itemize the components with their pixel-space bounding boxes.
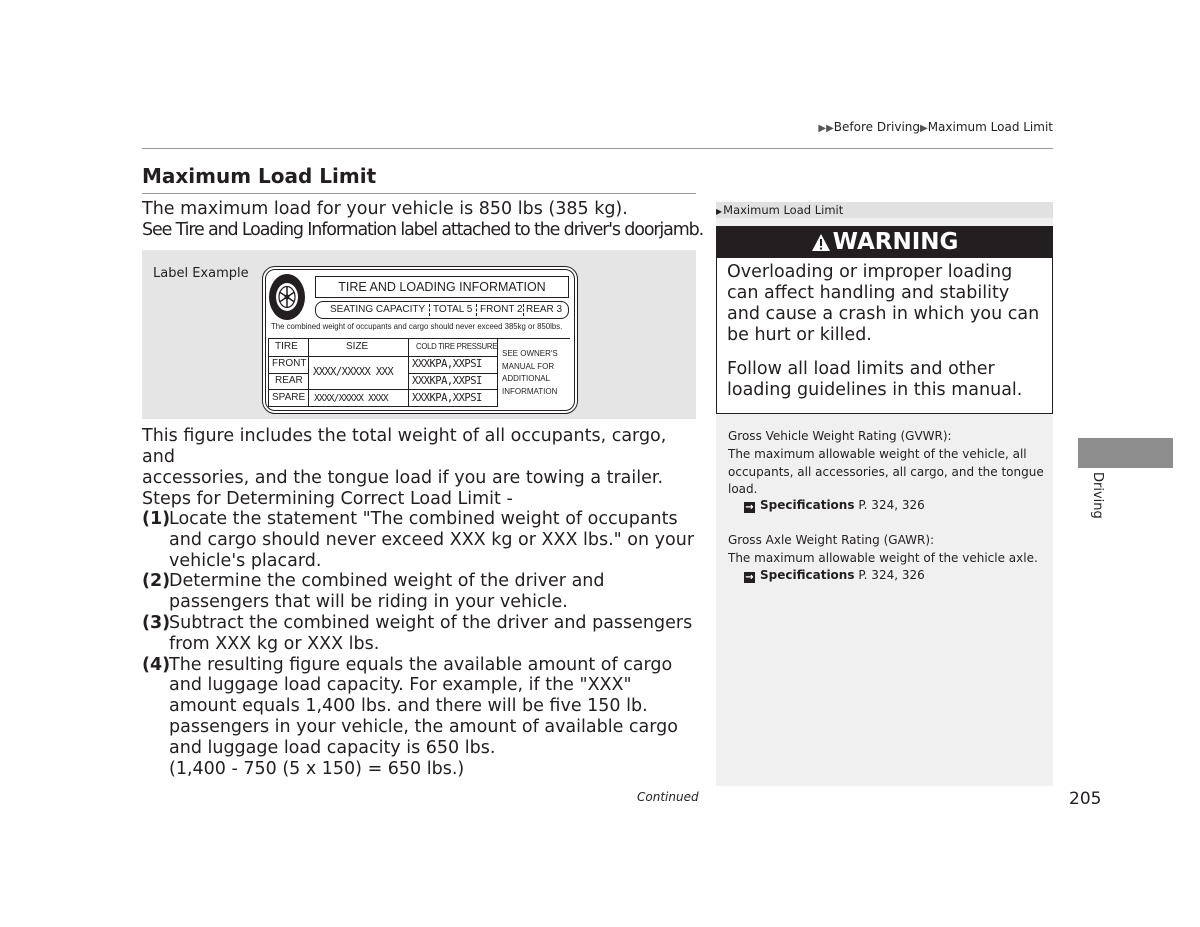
size-front-rear: XXXX/XXXXX XXX <box>313 366 394 378</box>
warning-header <box>717 227 1052 258</box>
separator <box>429 304 430 316</box>
section-title: Maximum Load Limit <box>142 164 377 188</box>
sidebar-header-label: Maximum Load Limit <box>723 203 844 217</box>
separator <box>476 304 477 316</box>
see-owners-line: INFORMATION <box>502 386 558 396</box>
gawr-text: The maximum allowable weight of the vehicle axle. <box>728 551 1038 565</box>
warning-box <box>716 226 1053 414</box>
reference-label: Specifications <box>760 568 855 582</box>
breadcrumb <box>818 120 1053 134</box>
pressure-rear: XXXKPA,XXPSI <box>412 375 482 387</box>
gvwr-text: The maximum allowable weight of the vehicle, all occupants, all accessories, all cargo, and the tongue load. <box>728 447 1044 496</box>
warning-text: Follow all load limits and other loading guidelines in this manual. <box>727 359 1023 400</box>
seating-capacity-label: SEATING CAPACITY <box>330 304 426 315</box>
seating-rear: REAR 3 <box>526 304 563 315</box>
steps-heading: Steps for Determining Correct Load Limit - <box>142 489 513 509</box>
seating-total: TOTAL 5 <box>433 304 473 315</box>
warning-text: Overloading or improper loading can affect handling and stability and cause a crash in which you can be hurt or killed. <box>727 262 1040 345</box>
row-spare: SPARE <box>272 392 306 403</box>
step-text: Locate the statement "The combined weight of occupants and cargo should never exceed XXX kg or XXX lbs." on your vehicle's placard. <box>169 509 695 571</box>
reference-arrow-icon: → <box>745 572 754 583</box>
see-owners-line: SEE OWNER'S <box>502 349 558 358</box>
chapter-label: Driving <box>1090 472 1105 519</box>
intro-note: See Tire and Loading Information label attached to the driver's doorjamb. <box>142 220 703 240</box>
breadcrumb-item-before-driving[interactable]: Before Driving <box>833 120 920 134</box>
figure-description-line: accessories, and the tongue load if you are towing a trailer. <box>142 468 664 488</box>
continued-note: Continued <box>637 790 699 804</box>
step-text: Subtract the combined weight of the driver and passengers from XXX kg or XXX lbs. <box>169 612 693 654</box>
breadcrumb-arrow-icon: ▶ <box>920 123 928 134</box>
row-front: FRONT <box>272 358 307 369</box>
chapter-tab <box>1078 438 1173 468</box>
step-number: (3) <box>142 612 171 633</box>
figure-description-line: This figure includes the total weight of all occupants, cargo, and <box>142 426 667 467</box>
specifications-link[interactable] <box>744 568 925 583</box>
sidebar-header <box>716 202 1053 218</box>
reference-pages: P. 324, 326 <box>858 498 925 512</box>
step-formula: (1,400 - 750 (5 x 150) = 650 lbs.) <box>169 758 465 779</box>
step-number: (2) <box>142 571 171 592</box>
reference-arrow-icon: → <box>745 502 754 513</box>
breadcrumb-item-current[interactable]: Maximum Load Limit <box>927 120 1053 134</box>
page-number: 205 <box>1069 789 1102 809</box>
tire-loading-label <box>262 266 578 414</box>
size-spare: XXXX/XXXXX XXXX <box>314 393 388 404</box>
pressure-spare: XXXKPA,XXPSI <box>412 392 482 404</box>
label-title: TIRE AND LOADING INFORMATION <box>315 276 569 298</box>
see-owners-line: ADDITIONAL <box>502 374 551 383</box>
col-cold-tire-pressure: COLD TIRE PRESSURE <box>416 342 498 351</box>
steps-list <box>142 509 702 779</box>
specifications-link[interactable] <box>744 498 925 513</box>
warning-title: WARNING <box>832 229 959 255</box>
tire-pressure-table <box>268 338 570 409</box>
step-item <box>142 655 702 780</box>
figure-caption: Label Example <box>153 266 249 281</box>
step-item <box>142 509 702 571</box>
gvwr-title: Gross Vehicle Weight Rating (GVWR): <box>728 429 952 443</box>
pressure-front: XXXKPA,XXPSI <box>412 358 482 370</box>
row-rear: REAR <box>275 375 303 386</box>
step-text <box>169 655 702 780</box>
label-weight-note: The combined weight of occupants and cargo should never exceed 385kg or 850lbs. <box>271 322 563 331</box>
warning-triangle-icon <box>811 233 831 252</box>
step-text: Determine the combined weight of the driver and passengers that will be riding in your vehicle. <box>169 571 605 613</box>
sidebar-notes <box>716 202 1053 786</box>
tire-icon <box>267 271 311 323</box>
seating-front: FRONT 2 <box>480 304 523 315</box>
header-divider <box>142 148 1053 149</box>
sidebar-arrow-icon: ▶ <box>716 207 723 216</box>
see-owners-line: MANUAL FOR <box>502 361 555 371</box>
step-item <box>142 613 702 655</box>
reference-label: Specifications <box>760 498 855 512</box>
figure-description <box>142 426 702 510</box>
step-number: (4) <box>142 654 171 675</box>
col-tire: TIRE <box>275 341 298 352</box>
intro-text: The maximum load for your vehicle is 850 lbs (385 kg). <box>142 199 628 219</box>
title-divider <box>142 193 696 194</box>
seating-capacity-row <box>315 301 569 319</box>
step-item <box>142 571 702 613</box>
step-text-body: The resulting figure equals the available amount of cargo and luggage load capacity. For example, if the "XXX" amount equals 1,400 lbs. and there will be five 150 lb. passengers in your vehicle, the amount of available cargo and luggage load capacity is 650 lbs. <box>169 654 678 758</box>
separator <box>523 304 524 316</box>
see-owners-manual-note <box>502 348 558 398</box>
gawr-title: Gross Axle Weight Rating (GAWR): <box>728 533 935 547</box>
breadcrumb-arrow-icon: ▶▶ <box>818 123 834 134</box>
col-size: SIZE <box>346 341 369 352</box>
step-number: (1) <box>142 509 171 529</box>
reference-pages: P. 324, 326 <box>858 568 925 582</box>
